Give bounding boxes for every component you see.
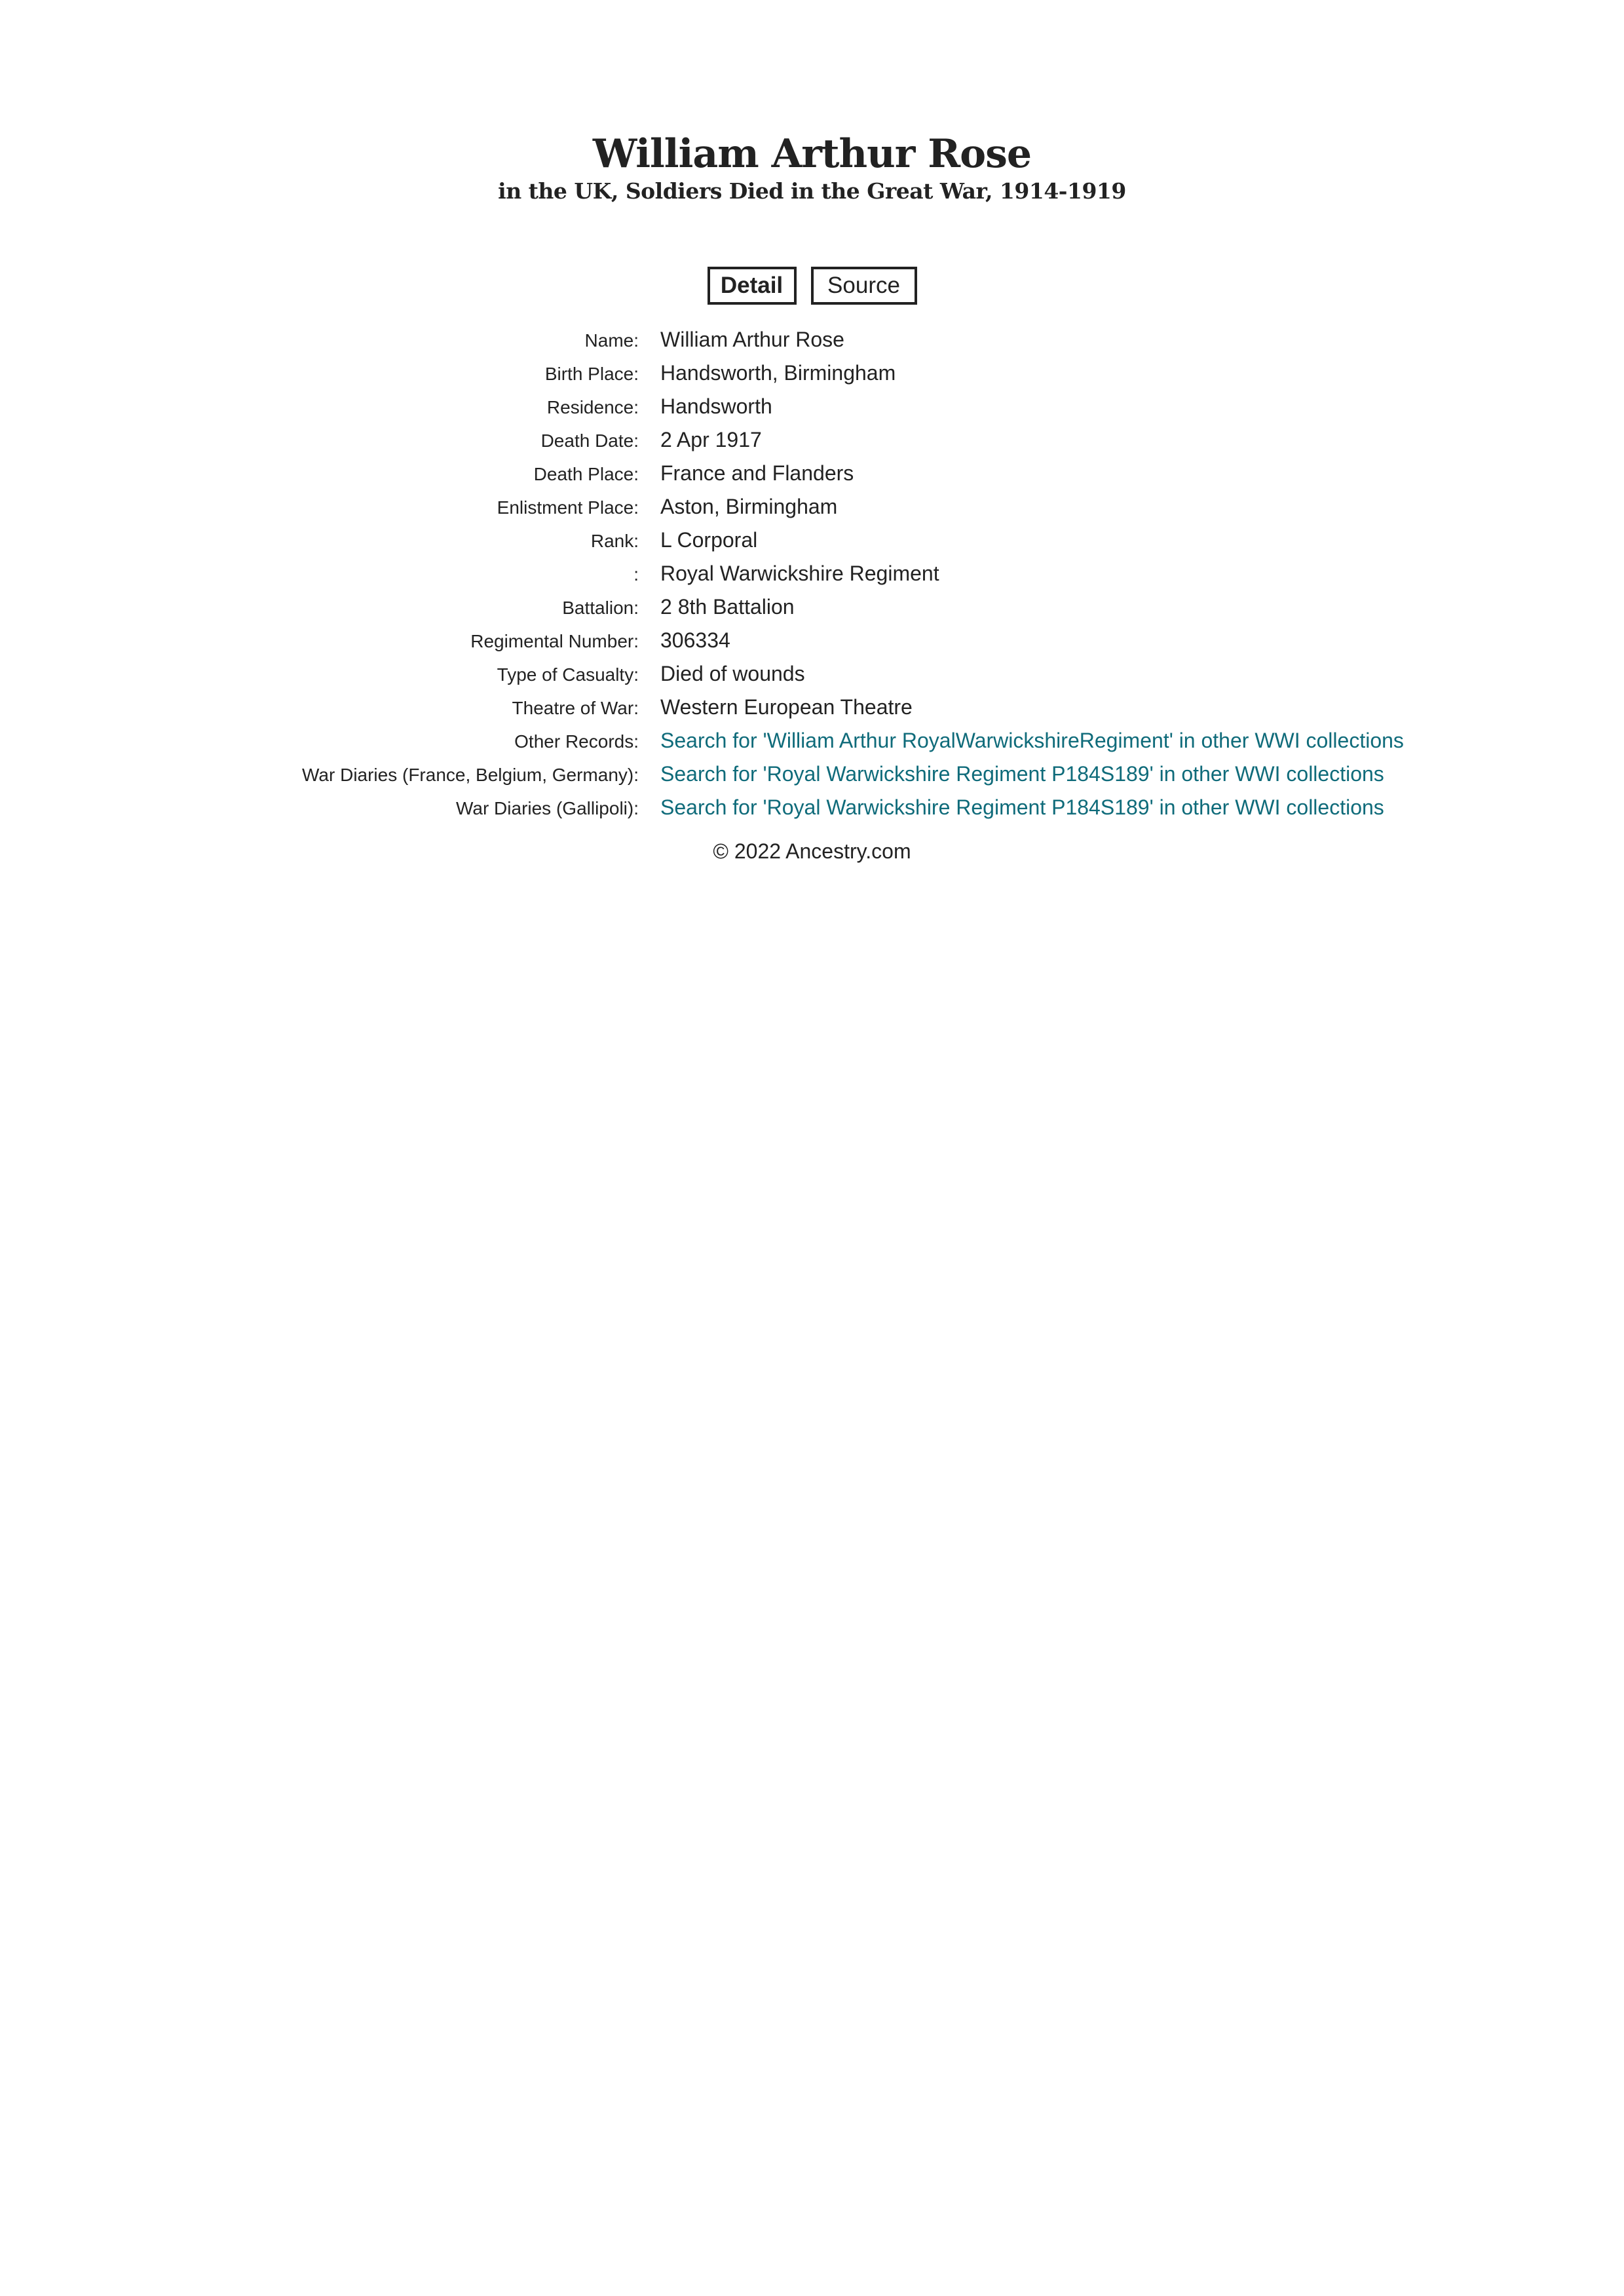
page-title: William Arthur Rose xyxy=(592,131,1032,177)
war-diaries-gallipoli-link[interactable]: Search for 'Royal Warwickshire Regiment P184S189' in other WWI collections xyxy=(660,795,1384,819)
other-records-link[interactable]: Search for 'William Arthur RoyalWarwickshireRegiment' in other WWI collections xyxy=(660,729,1404,752)
name-value: William Arthur Rose xyxy=(660,328,844,351)
tab-detail[interactable]: Detail xyxy=(708,267,797,305)
theatre-of-war-value: Western European Theatre xyxy=(660,695,913,719)
battalion-label: Battalion: xyxy=(562,598,639,618)
death-date-label: Death Date: xyxy=(540,430,639,451)
record-row-residence xyxy=(0,390,1624,423)
theatre-of-war-label: Theatre of War: xyxy=(512,698,639,718)
war-diaries-france-label: War Diaries (France, Belgium, Germany): xyxy=(302,765,639,785)
rank-value: L Corporal xyxy=(660,528,758,552)
death-place-value: France and Flanders xyxy=(660,461,854,485)
battalion-value: 2 8th Battalion xyxy=(660,595,795,619)
birth-place-label: Birth Place: xyxy=(544,364,639,384)
tab-source[interactable]: Source xyxy=(811,267,917,305)
record-row-death-place xyxy=(0,457,1624,490)
record-row-rank xyxy=(0,524,1624,557)
record-row-death-date xyxy=(0,423,1624,457)
war-diaries-gallipoli-label: War Diaries (Gallipoli): xyxy=(455,798,639,818)
record-row-theatre-of-war xyxy=(0,691,1624,724)
collection-subtitle: in the UK, Soldiers Died in the Great War, 1914-1919 xyxy=(498,178,1126,204)
copyright-footer: © 2022 Ancestry.com xyxy=(713,839,911,863)
record-tabs xyxy=(0,267,1624,305)
war-diaries-france-link[interactable]: Search for 'Royal Warwickshire Regiment P184S189' in other WWI collections xyxy=(660,762,1384,786)
record-row-war-diaries-france xyxy=(0,757,1624,791)
record-row-war-diaries-gallipoli xyxy=(0,791,1624,824)
record-row-type-of-casualty xyxy=(0,657,1624,691)
residence-value: Handsworth xyxy=(660,394,772,418)
record-row-birth-place xyxy=(0,356,1624,390)
other-records-label: Other Records: xyxy=(514,731,639,752)
residence-label: Residence: xyxy=(546,397,639,417)
birth-place-value: Handsworth, Birmingham xyxy=(660,361,896,385)
record-row-regimental-number xyxy=(0,624,1624,657)
record-row-other-records xyxy=(0,724,1624,757)
regimental-number-value: 306334 xyxy=(660,628,730,652)
enlistment-place-value: Aston, Birmingham xyxy=(660,495,838,518)
enlistment-place-label: Enlistment Place: xyxy=(497,497,639,518)
regiment-label: : xyxy=(633,564,639,584)
death-place-label: Death Place: xyxy=(533,464,639,484)
rank-label: Rank: xyxy=(590,531,639,551)
record-header xyxy=(0,131,1624,204)
death-date-value: 2 Apr 1917 xyxy=(660,428,762,451)
record-details xyxy=(0,323,1624,824)
name-label: Name: xyxy=(584,330,639,351)
record-row-regiment xyxy=(0,557,1624,590)
record-row-name xyxy=(0,323,1624,356)
type-of-casualty-label: Type of Casualty: xyxy=(497,664,639,685)
regimental-number-label: Regimental Number: xyxy=(470,631,639,651)
record-row-battalion xyxy=(0,590,1624,624)
type-of-casualty-value: Died of wounds xyxy=(660,662,805,685)
record-row-enlistment-place xyxy=(0,490,1624,524)
regiment-value: Royal Warwickshire Regiment xyxy=(660,562,939,585)
